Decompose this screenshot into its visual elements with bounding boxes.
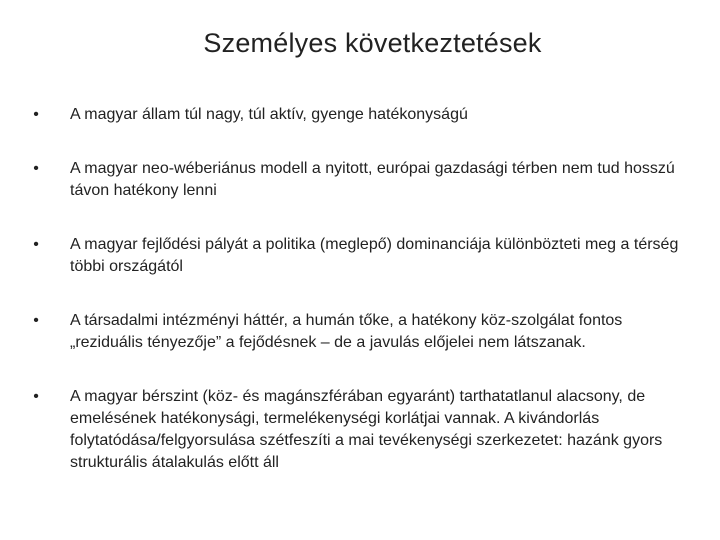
bullet-icon: • [33,106,39,123]
bullet-icon: • [33,236,39,253]
slide-title: Személyes következtetések [203,28,542,58]
bullet-item [30,310,690,354]
bullet-text: A magyar bérszint (köz- és magánszférában egyaránt) tarthatatlanul alacsony, de emelésének hatékonysági, termelékenységi korlátjai vannak. A kivándorlás folytatódása/felgyorsulása szétfeszíti a mai tevékenységi szerkezetet: hazánk gyors strukturális átalakulás előtt áll [70,388,663,471]
bullet-text: A magyar fejlődési pályát a politika (meglepő) dominanciája különbözteti meg a térség többi országától [70,236,679,275]
bullet-icon: • [33,160,39,177]
bullet-item [30,234,690,278]
bullet-list [30,104,690,474]
bullet-item [30,158,690,202]
bullet-text: A társadalmi intézményi háttér, a humán tőke, a hatékony köz-szolgálat fontos „reziduális tényezője” a fejődésnek – de a javulás előjelei nem látszanak. [70,312,623,351]
bullet-text: A magyar neo-wéberiánus modell a nyitott, európai gazdasági térben nem tud hosszú távon hatékony lenni [70,160,675,199]
bullet-item [30,104,690,126]
bullet-item [30,386,690,474]
bullet-icon: • [33,388,39,405]
bullet-text: A magyar állam túl nagy, túl aktív, gyenge hatékonyságú [70,106,468,123]
bullet-icon: • [33,312,39,329]
